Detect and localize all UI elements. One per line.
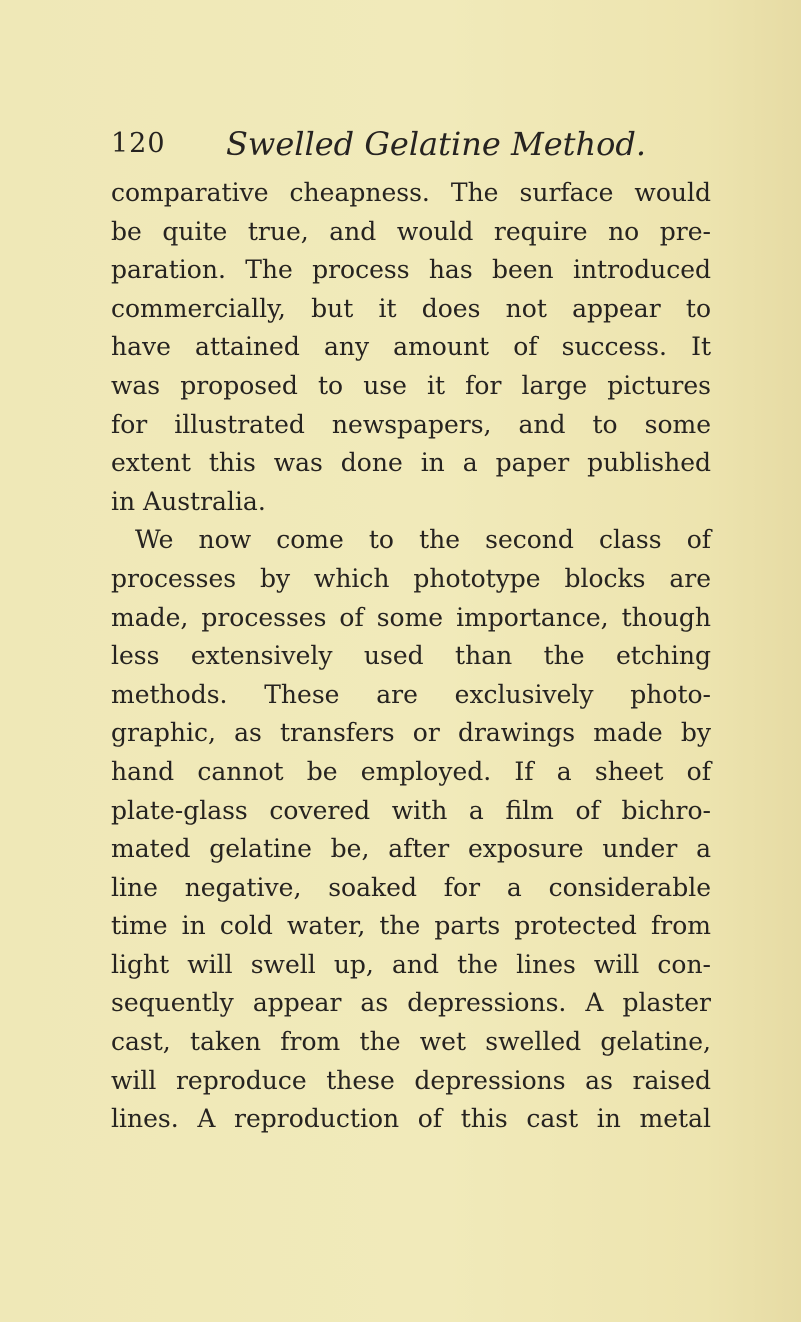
text-line: be quite true, and would require no pre- [111, 216, 711, 246]
text-line: will reproduce these depressions as raised [111, 1065, 711, 1095]
text-line: for illustrated newspapers, and to some [111, 409, 711, 439]
text-line: graphic, as transfers or drawings made by [111, 718, 711, 748]
text-line: commercially, but it does not appear to [111, 293, 711, 323]
page-header [111, 124, 711, 168]
text-line: made, processes of some importance, though [111, 602, 711, 632]
text-line: lines. A reproduction of this cast in metal [111, 1104, 711, 1134]
text-line: methods. These are exclusively photo- [111, 679, 711, 709]
text-line: plate-glass covered with a film of bichro- [111, 795, 711, 825]
text-line: light will swell up, and the lines will con- [111, 949, 711, 979]
text-line: paration. The process has been introduced [111, 255, 711, 285]
text-line: cast, taken from the wet swelled gelatine, [111, 1027, 711, 1057]
text-line: mated gelatine be, after exposure under a [111, 834, 711, 864]
text-line: hand cannot be employed. If a sheet of [111, 756, 711, 786]
text-line: have attained any amount of success. It [111, 332, 711, 362]
text-line: comparative cheapness. The surface would [111, 178, 711, 207]
text-line: was proposed to use it for large pictures [111, 370, 711, 400]
text-line: time in cold water, the parts protected from [111, 911, 711, 941]
paragraph-start-line: We now come to the second class of [135, 525, 711, 555]
text-line: processes by which phototype blocks are [111, 563, 711, 593]
text-line: in Australia. [111, 486, 266, 516]
text-line: sequently appear as depressions. A plaster [111, 988, 711, 1018]
text-line: less extensively used than the etching [111, 641, 711, 671]
running-title: Swelled Gelatine Method. [226, 125, 647, 163]
page-number: 120 [111, 128, 166, 159]
body-text [111, 174, 711, 1139]
text-line: line negative, soaked for a considerable [111, 872, 711, 902]
text-line: extent this was done in a paper published [111, 448, 711, 478]
